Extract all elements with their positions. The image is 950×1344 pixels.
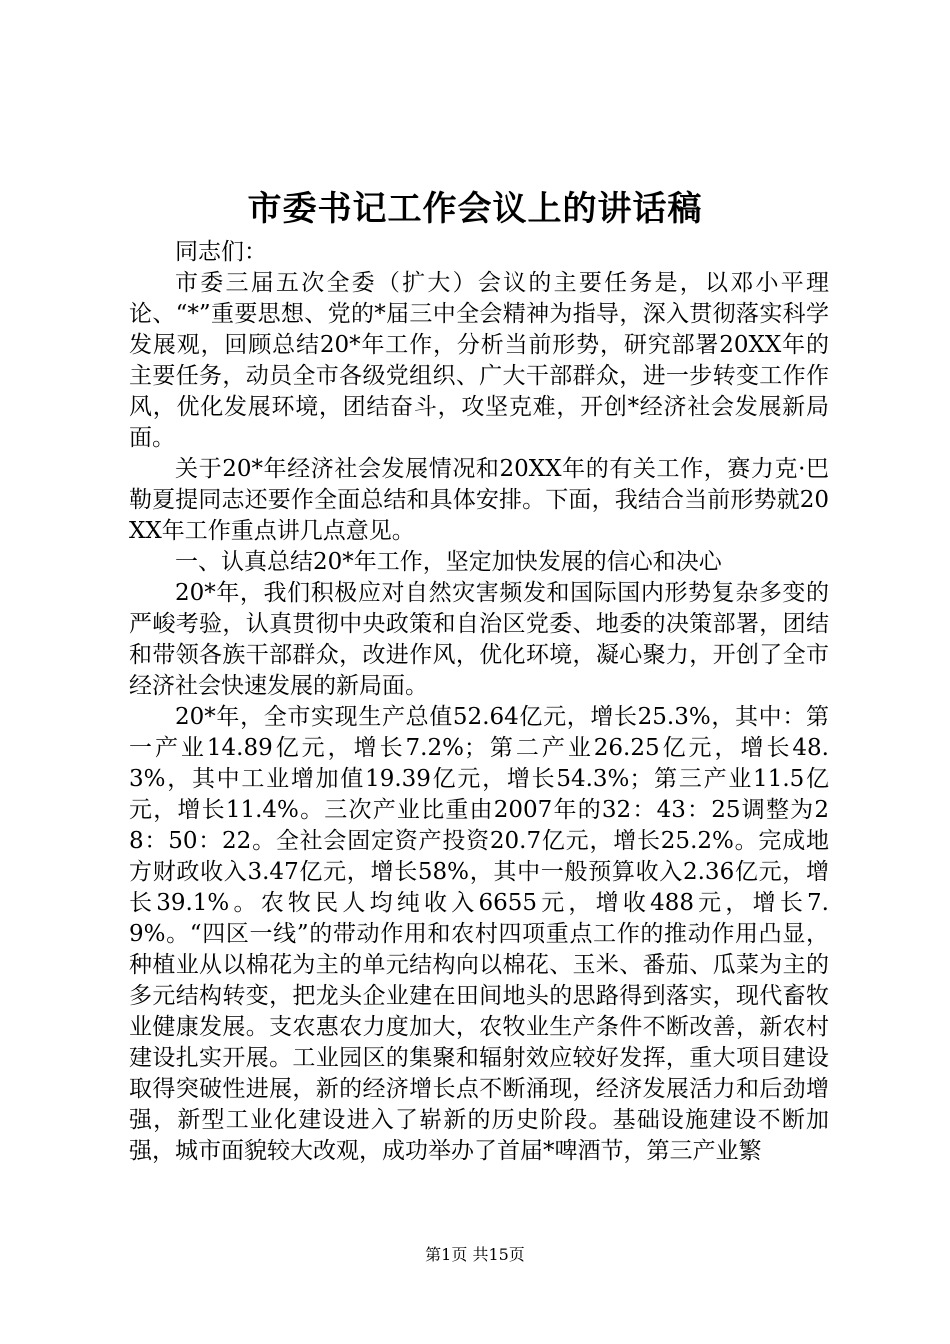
section-heading-1: 一、认真总结20*年工作，坚定加快发展的信心和决心 — [175, 549, 722, 575]
document-body — [129, 237, 829, 1167]
paragraph-meeting-tasks: 市委三届五次全委（扩大）会议的主要任务是，以邓小平理论、“*”重要思想、党的*届三中全会精神为指导，深入贯彻落实科学发展观，回顾总结20*年工作，分析当前形势，研究部署20XX年的主要任务，动员全市各级党组织、广大干部群众，进一步转变工作作风，优化发展环境，团结奋斗，攻坚克难，开创*经济社会发展新局面。 — [129, 270, 829, 451]
page-number-footer: 第1页 共15页 — [425, 1245, 525, 1264]
paragraph-review: 20*年，我们积极应对自然灾害频发和国际国内形势复杂多变的严峻考验，认真贯彻中央政策和自治区党委、地委的决策部署，团结和带领各族干部群众，改进作风，优化环境，凝心聚力，开创了全市经济社会快速发展的新局面。 — [129, 580, 829, 699]
paragraph-arrangements: 关于20*年经济社会发展情况和20XX年的有关工作，赛力克·巴勒夏提同志还要作全面总结和具体安排。下面，我结合当前形势就20XX年工作重点讲几点意见。 — [129, 456, 829, 544]
salutation: 同志们： — [175, 239, 267, 265]
document-title: 市委书记工作会议上的讲话稿 — [247, 189, 703, 229]
paragraph-statistics: 20*年，全市实现生产总值52.64亿元，增长25.3%，其中：第一产业14.89亿元，增长7.2%；第二产业26.25亿元，增长48.3%，其中工业增加值19.39亿元，增长54.3%；第三产业11.5亿元，增长11.4%。三次产业比重由2007年的32：43：25调整为28：50：22。全社会固定资产投资20.7亿元，增长25.2%。完成地方财政收入3.47亿元，增长58%，其中一般预算收入2.36亿元，增长39.1%。农牧民人均纯收入6655元，增收488元，增长7.9%。“四区一线”的带动作用和农村四项重点工作的推动作用凸显，种植业从以棉花为主的单元结构向以棉花、玉米、番茄、瓜菜为主的多元结构转变，把龙头企业建在田间地头的思路得到落实，现代畜牧业健康发展。支农惠农力度加大，农牧业生产条件不断改善，新农村建设扎实开展。工业园区的集聚和辐射效应较好发挥，重大项目建设取得突破性进展，新的经济增长点不断涌现，经济发展活力和后劲增强，新型工业化建设进入了崭新的历史阶段。基础设施建设不断加强，城市面貌较大改观，成功举办了首届*啤酒节，第三产业繁 — [129, 704, 829, 1164]
